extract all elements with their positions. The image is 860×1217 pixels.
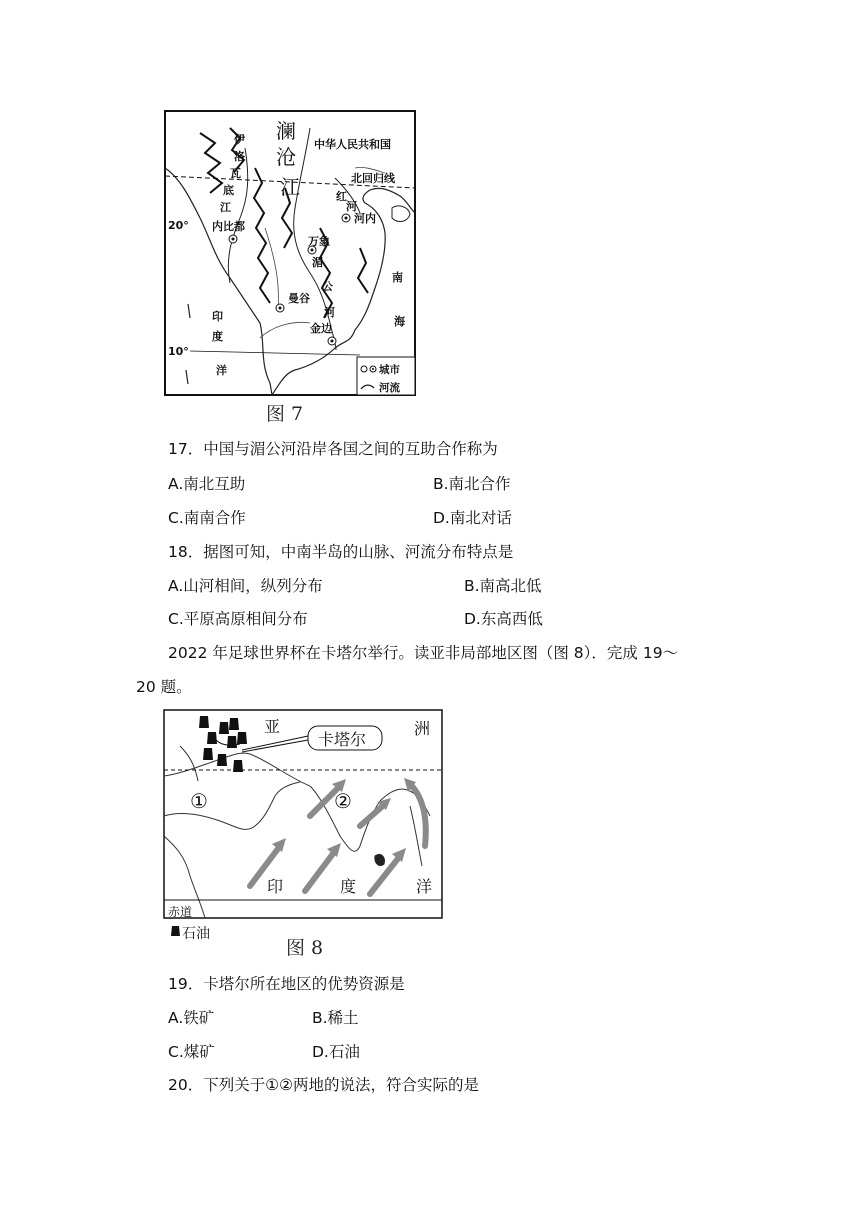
label-tropic-of-cancer: 北回归线 — [351, 172, 395, 185]
legend-city: 城市 — [379, 364, 400, 376]
label-indian-1: 印 — [212, 310, 223, 323]
intro-line-1: 2022 年足球世界杯在卡塔尔举行。读亚非局部地区图（图 8）．完成 19～ — [168, 644, 679, 662]
indochina-map — [160, 108, 424, 428]
label-yiluowadi-2: 洛 — [234, 150, 245, 163]
intro-line-2: 20 题。 — [136, 678, 192, 696]
question-18-stem: 18．据图可知，中南半岛的山脉、河流分布特点是 — [168, 543, 514, 561]
figure-8-map — [160, 706, 450, 962]
label-mekong-1: 湄 — [312, 256, 323, 269]
label-south-sea-2: 海 — [394, 315, 405, 328]
figure-7-caption: 图 7 — [266, 403, 304, 425]
label-indian-2: 度 — [212, 330, 223, 343]
question-18-option-a: A.山河相间，纵列分布 — [168, 577, 323, 595]
label-hong-1: 红 — [336, 190, 347, 203]
label-lat-20: 20° — [168, 219, 189, 232]
label-bangkok: 曼谷 — [288, 292, 310, 305]
legend-oil: 石油 — [182, 926, 210, 942]
label-hong-2: 河 — [346, 200, 357, 213]
question-17-option-d: D.南北对话 — [433, 509, 512, 527]
label-phnom-penh: 金边 — [310, 322, 332, 335]
question-18-option-c: C.平原高原相间分布 — [168, 610, 308, 628]
question-17-option-c: C.南南合作 — [168, 509, 246, 527]
asia-africa-map — [160, 706, 450, 962]
label-yiluowadi-3: 瓦 — [230, 167, 241, 180]
label-zhou: 洲 — [414, 719, 431, 738]
question-19-option-d: D.石油 — [312, 1043, 360, 1061]
label-indian-3: 洋 — [216, 364, 227, 377]
label-circle-1: ① — [190, 789, 208, 813]
label-lancang-3: 江 — [280, 175, 300, 199]
label-yiluowadi-4: 底 — [223, 184, 234, 197]
label-circle-2: ② — [334, 789, 352, 813]
question-17-option-b: B.南北合作 — [433, 475, 511, 493]
label-hanoi: 河内 — [354, 212, 376, 225]
label-ya: 亚 — [264, 717, 281, 736]
label-mekong-3: 河 — [324, 306, 335, 319]
question-19-option-a: A.铁矿 — [168, 1009, 215, 1027]
label-lat-10: 10° — [168, 345, 189, 358]
question-19-option-c: C.煤矿 — [168, 1043, 215, 1061]
question-19-stem: 19．卡塔尔所在地区的优势资源是 — [168, 975, 405, 993]
label-qatar: 卡塔尔 — [318, 730, 367, 749]
label-naypyidaw: 内比都 — [212, 220, 245, 233]
label-mekong-2: 公 — [322, 280, 333, 293]
legend-river: 河流 — [379, 382, 400, 394]
label-china: 中华人民共和国 — [314, 138, 391, 151]
figure-8-caption: 图 8 — [286, 937, 324, 959]
label-yiluowadi-1: 伊 — [234, 133, 245, 146]
question-19-option-b: B.稀土 — [312, 1009, 359, 1027]
label-yiluowadi-5: 江 — [220, 201, 231, 214]
question-20-stem: 20．下列关于①②两地的说法，符合实际的是 — [168, 1076, 480, 1094]
label-du: 度 — [340, 877, 357, 896]
figure-7-map — [160, 108, 424, 428]
label-vientiane: 万象 — [308, 235, 330, 248]
question-17-option-a: A.南北互助 — [168, 475, 246, 493]
question-17-stem: 17．中国与湄公河沿岸各国之间的互助合作称为 — [168, 440, 498, 458]
question-18-option-d: D.东高西低 — [464, 610, 543, 628]
question-18-option-b: B.南高北低 — [464, 577, 542, 595]
label-lancang-1: 澜 — [276, 119, 296, 143]
label-south-sea-1: 南 — [392, 271, 403, 284]
label-yang: 洋 — [416, 877, 433, 896]
label-equator: 赤道 — [168, 905, 193, 919]
label-lancang-2: 沧 — [276, 145, 296, 169]
label-yin: 印 — [267, 877, 284, 896]
